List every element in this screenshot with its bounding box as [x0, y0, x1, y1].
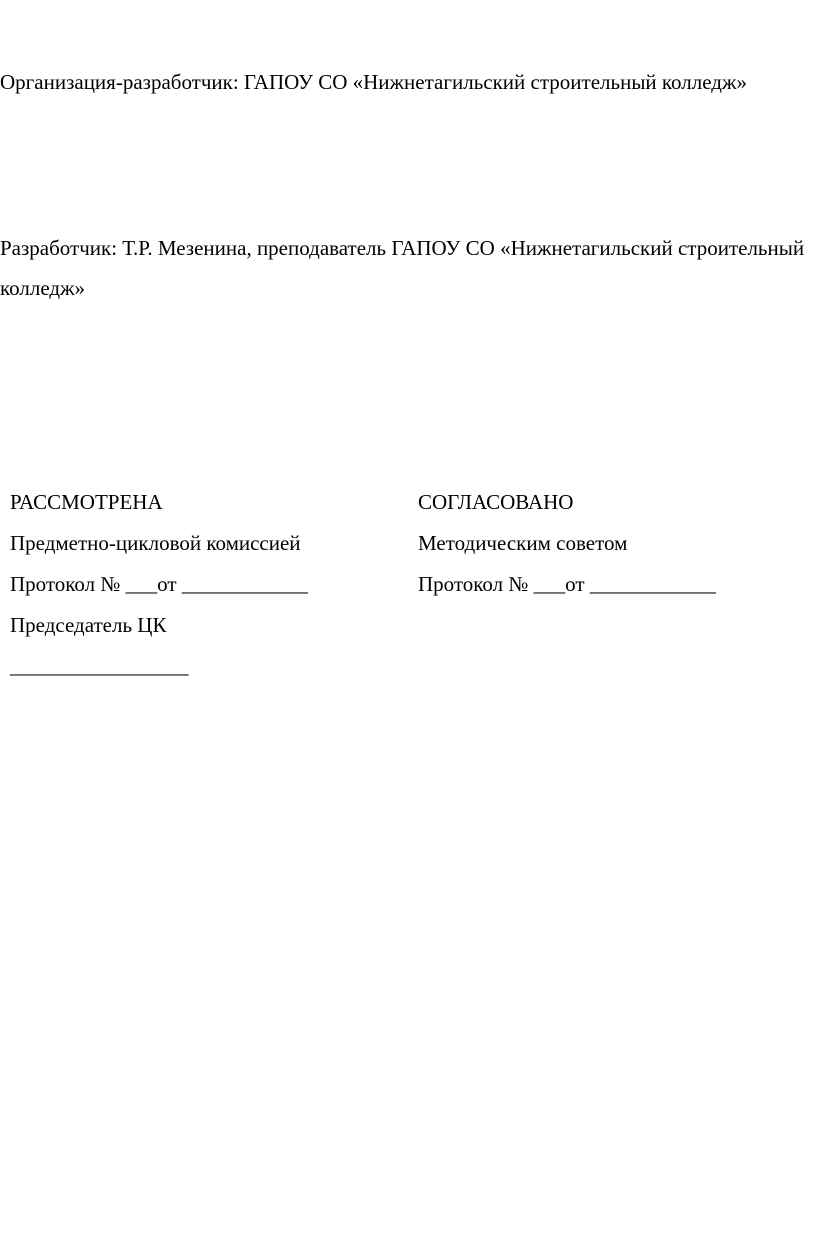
reviewed-heading: РАССМОТРЕНА [10, 490, 163, 514]
reviewed-chair-label: Председатель ЦК [10, 613, 167, 637]
agreed-block [418, 482, 808, 605]
agreed-heading: СОГЛАСОВАНО [418, 490, 574, 514]
agreed-council: Методическим советом [418, 531, 628, 555]
reviewed-block [10, 482, 400, 687]
reviewed-commission: Предметно-цикловой комиссией [10, 531, 301, 555]
organization-developer-text: Организация-разработчик: ГАПОУ СО «Нижнетагильский строительный колледж» [0, 70, 747, 94]
reviewed-protocol: Протокол № ___от ____________ [10, 572, 308, 596]
agreed-protocol: Протокол № ___от ____________ [418, 572, 716, 596]
developer-text: Разработчик: Т.Р. Мезенина, преподаватель ГАПОУ СО «Нижнетагильский строительный колледж» [0, 236, 805, 300]
reviewed-signature-line: _________________ [10, 654, 189, 678]
